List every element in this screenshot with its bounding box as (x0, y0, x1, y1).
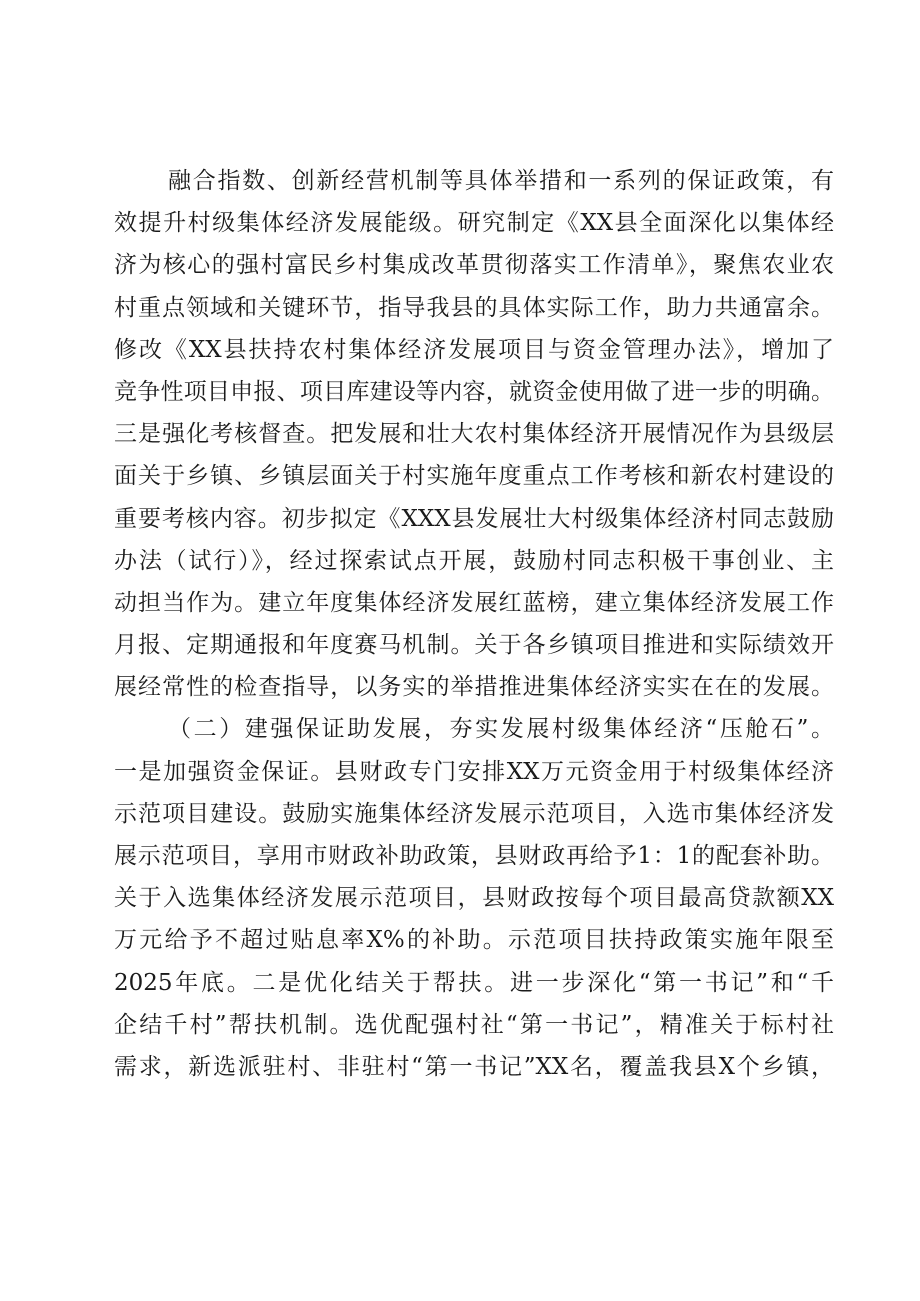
text-line-7: 三是强化考核督查。把发展和壮大农村集体经济开展情况作为县级层 (114, 421, 834, 448)
text-line-22: 需求，新选派驻村、非驻村“第一书记”XX名，覆盖我县X个乡镇， (114, 1053, 834, 1080)
text-line-12: 月报、定期通报和年度赛马机制。关于各乡镇项目推进和实际绩效开 (114, 632, 834, 659)
text-line-6: 竞争性项目申报、项目库建设等内容，就资金使用做了进一步的明确。 (114, 378, 834, 405)
text-line-10: 办法（试行）》，经过探索试点开展，鼓励村同志积极干事创业、主 (114, 547, 834, 574)
section-heading: （二）建强保证助发展，夯实发展村级集体经济“压舱石”。 (168, 716, 834, 743)
text-line-1: 融合指数、创新经营机制等具体举措和一系列的保证政策，有 (168, 168, 834, 194)
text-line-16: 示范项目建设。鼓励实施集体经济发展示范项目，入选市集体经济发 (114, 800, 834, 827)
text-line-18: 关于入选集体经济发展示范项目，县财政按每个项目最高贷款额XX (114, 885, 834, 912)
text-line-2: 效提升村级集体经济发展能级。研究制定《XX县全面深化以集体经 (114, 210, 834, 237)
text-line-15: 一是加强资金保证。县财政专门安排XX万元资金用于村级集体经济 (114, 758, 834, 785)
text-line-21: 企结千村”帮扶机制。选优配强村社“第一书记”，精准关于标村社 (114, 1011, 834, 1038)
text-line-9: 重要考核内容。初步拟定《XXX县发展壮大村级集体经济村同志鼓励 (114, 505, 834, 532)
text-line-19: 万元给予不超过贴息率X%的补助。示范项目扶持政策实施年限至 (114, 927, 834, 954)
text-line-3: 济为核心的强村富民乡村集成改革贯彻落实工作清单》，聚焦农业农 (114, 252, 834, 279)
body-text (114, 160, 834, 1088)
text-line-17: 展示范项目，享用市财政补助政策，县财政再给予1：1的配套补助。 (114, 843, 834, 869)
text-line-11: 动担当作为。建立年度集体经济发展红蓝榜，建立集体经济发展工作 (114, 589, 834, 616)
text-line-13: 展经常性的检查指导，以务实的举措推进集体经济实实在在的发展。 (114, 674, 834, 701)
text-line-4: 村重点领域和关键环节，指导我县的具体实际工作，助力共通富余。 (114, 294, 834, 321)
text-line-5: 修改《XX县扶持农村集体经济发展项目与资金管理办法》，增加了 (114, 336, 834, 363)
text-line-20: 2025年底。二是优化结关于帮扶。进一步深化“第一书记”和“千 (114, 969, 834, 996)
text-line-8: 面关于乡镇、乡镇层面关于村实施年度重点工作考核和新农村建设的 (114, 463, 834, 490)
